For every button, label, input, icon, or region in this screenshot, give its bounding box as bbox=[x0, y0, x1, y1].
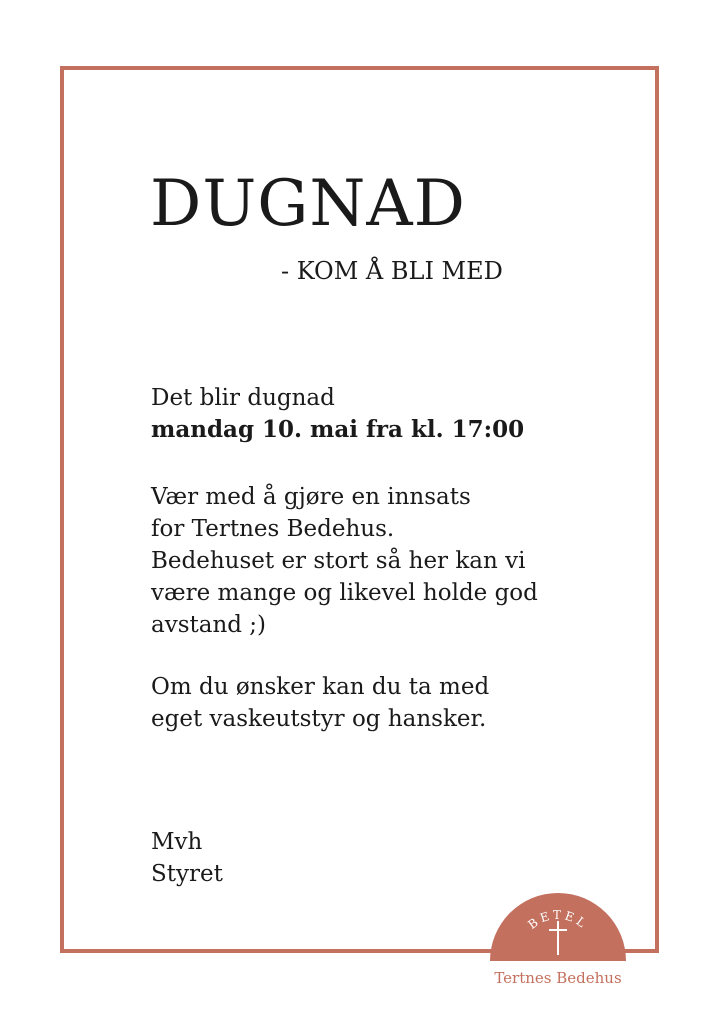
appeal-line: Vær med å gjøre en innsats bbox=[151, 484, 471, 510]
appeal-line: avstand ;) bbox=[151, 612, 267, 638]
equipment-paragraph bbox=[151, 671, 489, 735]
flyer-subtitle: - KOM Å BLI MED bbox=[281, 257, 503, 285]
announcement-date: mandag 10. mai fra kl. 17:00 bbox=[151, 416, 525, 443]
equipment-line: eget vaskeutstyr og hansker. bbox=[151, 706, 487, 732]
logo-mark bbox=[490, 893, 626, 961]
signoff-greeting: Mvh bbox=[151, 829, 203, 855]
appeal-paragraph bbox=[151, 481, 538, 641]
signoff bbox=[151, 826, 223, 890]
equipment-line: Om du ønsker kan du ta med bbox=[151, 674, 490, 700]
logo-arc-text: BETEL bbox=[525, 907, 591, 932]
appeal-line: Bedehuset er stort så her kan vi bbox=[151, 548, 526, 574]
appeal-line: være mange og likevel holde god bbox=[151, 580, 538, 606]
betel-logo bbox=[484, 893, 632, 993]
announcement bbox=[151, 382, 524, 446]
flyer-title: DUGNAD bbox=[150, 167, 466, 241]
logo-name: Tertnes Bedehus bbox=[494, 969, 622, 987]
announcement-intro: Det blir dugnad bbox=[151, 385, 335, 411]
signoff-name: Styret bbox=[151, 861, 223, 887]
appeal-line: for Tertnes Bedehus. bbox=[151, 516, 395, 542]
